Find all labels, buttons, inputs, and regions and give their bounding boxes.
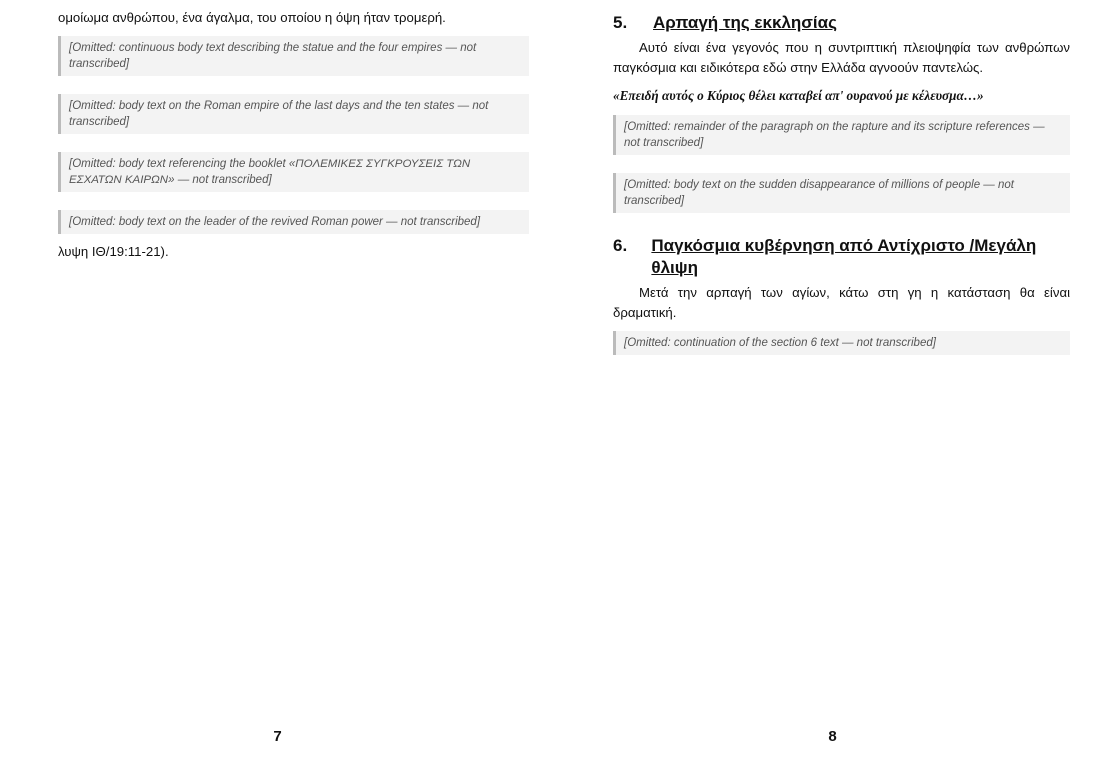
section-5-heading (613, 12, 1070, 34)
section-6-number: 6. (613, 235, 628, 255)
right-page (555, 0, 1110, 757)
omitted-text-block: [Omitted: body text on the Roman empire of the last days and the ten states — not transcribed] (58, 94, 529, 134)
section-5-quote: «Επειδή αυτός ο Κύριος θέλει καταβεί απ' ουρανού με κέλευσμα…» (613, 88, 984, 104)
left-closing-line: λυψη ΙΘ/19:11-21). (58, 244, 169, 260)
omitted-text-block: [Omitted: body text on the leader of the revived Roman power — not transcribed] (58, 210, 529, 234)
page-number-left: 7 (273, 728, 282, 745)
section-5-title: Αρπαγή της εκκλησίας (653, 13, 837, 32)
section-6-title: Παγκόσμια κυβέρνηση από Αντίχριστο /Μεγάλη θλιψη (651, 235, 1037, 277)
page-number-right: 8 (828, 728, 837, 745)
omitted-text-block: [Omitted: remainder of the paragraph on the rapture and its scripture references — not transcribed] (613, 115, 1070, 155)
section-5-number: 5. (613, 13, 628, 32)
omitted-text-block: [Omitted: continuation of the section 6 text — not transcribed] (613, 331, 1070, 355)
section-6-opening: Μετά την αρπαγή των αγίων, κάτω στη γη η κατάσταση θα είναι δραματική. (613, 284, 1070, 320)
omitted-text-block: [Omitted: body text referencing the booklet «ΠΟΛΕΜΙΚΕΣ ΣΥΓΚΡΟΥΣΕΙΣ ΤΩΝ ΕΣΧΑΤΩΝ ΚΑΙΡΩΝ» — not transcribed] (58, 152, 529, 192)
omitted-text-block: [Omitted: continuous body text describing the statue and the four empires — not transcribed] (58, 36, 529, 76)
section-5-opening: Αυτό είναι ένα γεγονός που η συντριπτική πλειοψηφία των ανθρώπων παγκόσμια και ειδικότερα εδώ στην Ελλάδα αγνοούν παντελώς. (613, 40, 1070, 76)
omitted-text-block: [Omitted: body text on the sudden disappearance of millions of people — not transcribed] (613, 173, 1070, 213)
section-6-heading (613, 235, 1070, 279)
left-opening-line: ομοίωμα ανθρώπου, ένα άγαλμα, του οποίου η όψη ήταν τρομερή. (58, 10, 446, 25)
